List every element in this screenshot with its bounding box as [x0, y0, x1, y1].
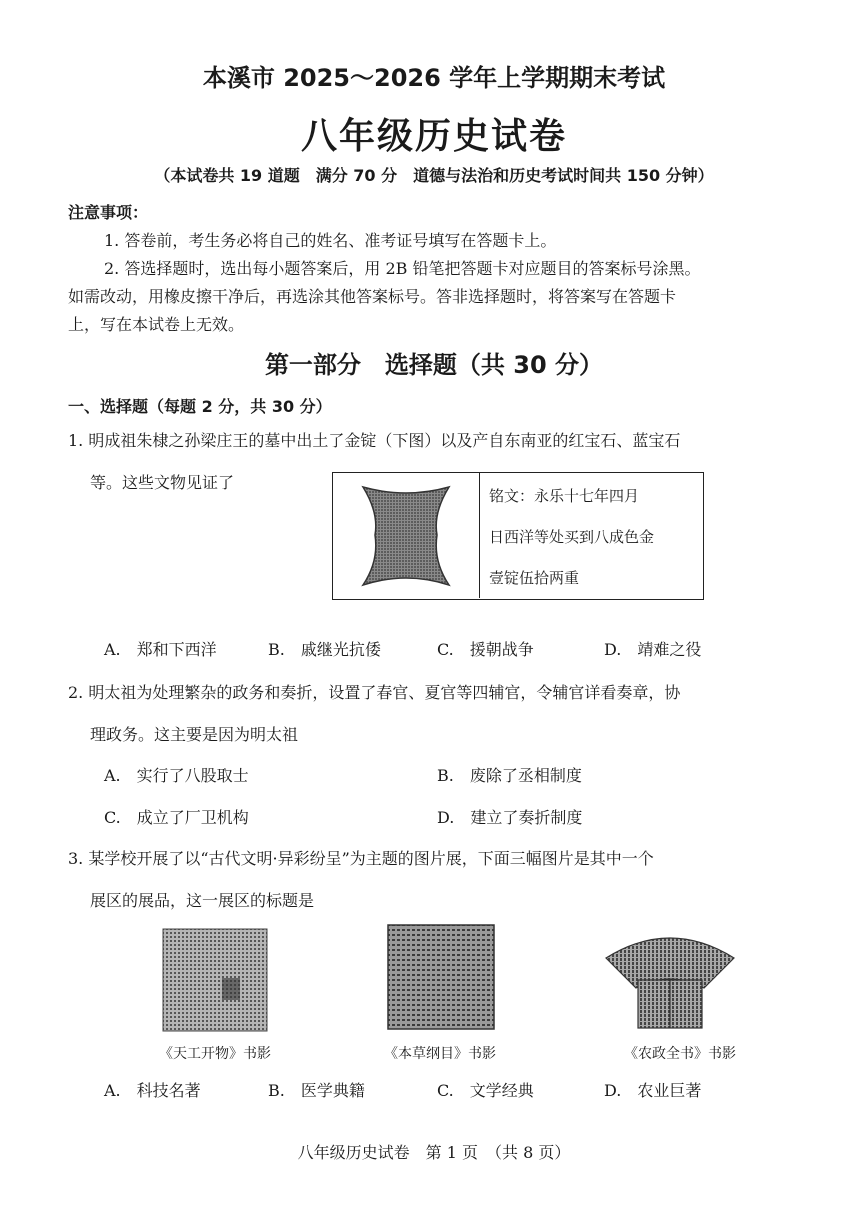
q3-stem-line2: 展区的展品，这一展区的标题是 [90, 891, 315, 910]
q3-option-b: B. 医学典籍 [268, 1081, 365, 1100]
notice-item-2-line2: 如需改动，用橡皮擦干净后，再选涂其他答案标号。答非选择题时，将答案写在答题卡 [68, 287, 677, 306]
notice-item-1: 1. 答卷前，考生务必将自己的姓名、准考证号填写在答题卡上。 [104, 231, 557, 250]
caption-tiangong-kaiwu: 《天工开物》书影 [159, 1046, 271, 1062]
q1-stem-line2: 等。这些文物见证了 [90, 473, 235, 492]
notice-item-2-line3: 上，写在本试卷上无效。 [68, 315, 245, 334]
q1-inscription-line1: 铭文：永乐十七年四月 [489, 487, 640, 505]
q1-option-d: D. 靖难之役 [604, 640, 702, 659]
q2-option-c: C. 成立了厂卫机构 [104, 808, 249, 827]
q1-option-c: C. 援朝战争 [437, 640, 534, 659]
mcq-heading: 一、选择题（每题 2 分，共 30 分） [68, 397, 332, 416]
exam-title-line1: 本溪市 2025～2026 学年上学期期末考试 [202, 64, 666, 92]
q1-inscription-line2: 日西洋等处买到八成色金 [489, 528, 655, 546]
page-footer: 八年级历史试卷 第 1 页 （共 8 页） [297, 1143, 571, 1162]
exam-title-line2: 八年级历史试卷 [300, 116, 567, 157]
fanned-books-icon [600, 918, 740, 1030]
q2-option-d: D. 建立了奏折制度 [437, 808, 583, 827]
tiangong-kaiwu-image [162, 928, 268, 1032]
gold-ingot-image [333, 473, 480, 598]
section-title: 第一部分 选择题（共 30 分） [264, 351, 604, 379]
nongzheng-quanshu-image [600, 918, 740, 1030]
q1-option-b: B. 戚继光抗倭 [268, 640, 381, 659]
caption-nongzheng-quanshu: 《农政全书》书影 [624, 1046, 736, 1062]
q3-option-d: D. 农业巨著 [604, 1081, 702, 1100]
q2-stem-line2: 理政务。这主要是因为明太祖 [90, 725, 299, 744]
q3-option-c: C. 文学经典 [437, 1081, 534, 1100]
gold-ingot-icon [333, 473, 479, 598]
q2-stem-line1: 2. 明太祖为处理繁杂的政务和奏折，设置了春官、夏官等四辅官，令辅官详看奏章，协 [68, 683, 681, 702]
q3-option-a: A. 科技名著 [104, 1081, 201, 1100]
notice-item-2-line1: 2. 答选择题时，选出每小题答案后，用 2B 铅笔把答题卡对应题目的答案标号涂黑。 [104, 259, 701, 278]
q2-option-b: B. 废除了丞相制度 [437, 766, 582, 785]
q1-option-a: A. 郑和下西洋 [104, 640, 217, 659]
q1-inscription-line3: 壹锭伍拾两重 [489, 569, 580, 587]
q1-stem-line1: 1. 明成祖朱棣之孙梁庄王的墓中出土了金锭（下图）以及产自东南亚的红宝石、蓝宝石 [68, 431, 681, 450]
bencao-gangmu-image [387, 924, 495, 1030]
book-page-icon [162, 928, 268, 1032]
book-page-icon [387, 924, 495, 1030]
exam-subtitle: （本试卷共 19 道题 满分 70 分 道德与法治和历史考试时间共 150 分钟） [154, 166, 714, 185]
q1-figure-box [332, 472, 704, 600]
q3-stem-line1: 3. 某学校开展了以“古代文明·异彩纷呈”为主题的图片展，下面三幅图片是其中一个 [68, 849, 654, 868]
q2-option-a: A. 实行了八股取士 [104, 766, 249, 785]
caption-bencao-gangmu: 《本草纲目》书影 [384, 1046, 496, 1062]
notice-heading: 注意事项： [68, 203, 149, 222]
